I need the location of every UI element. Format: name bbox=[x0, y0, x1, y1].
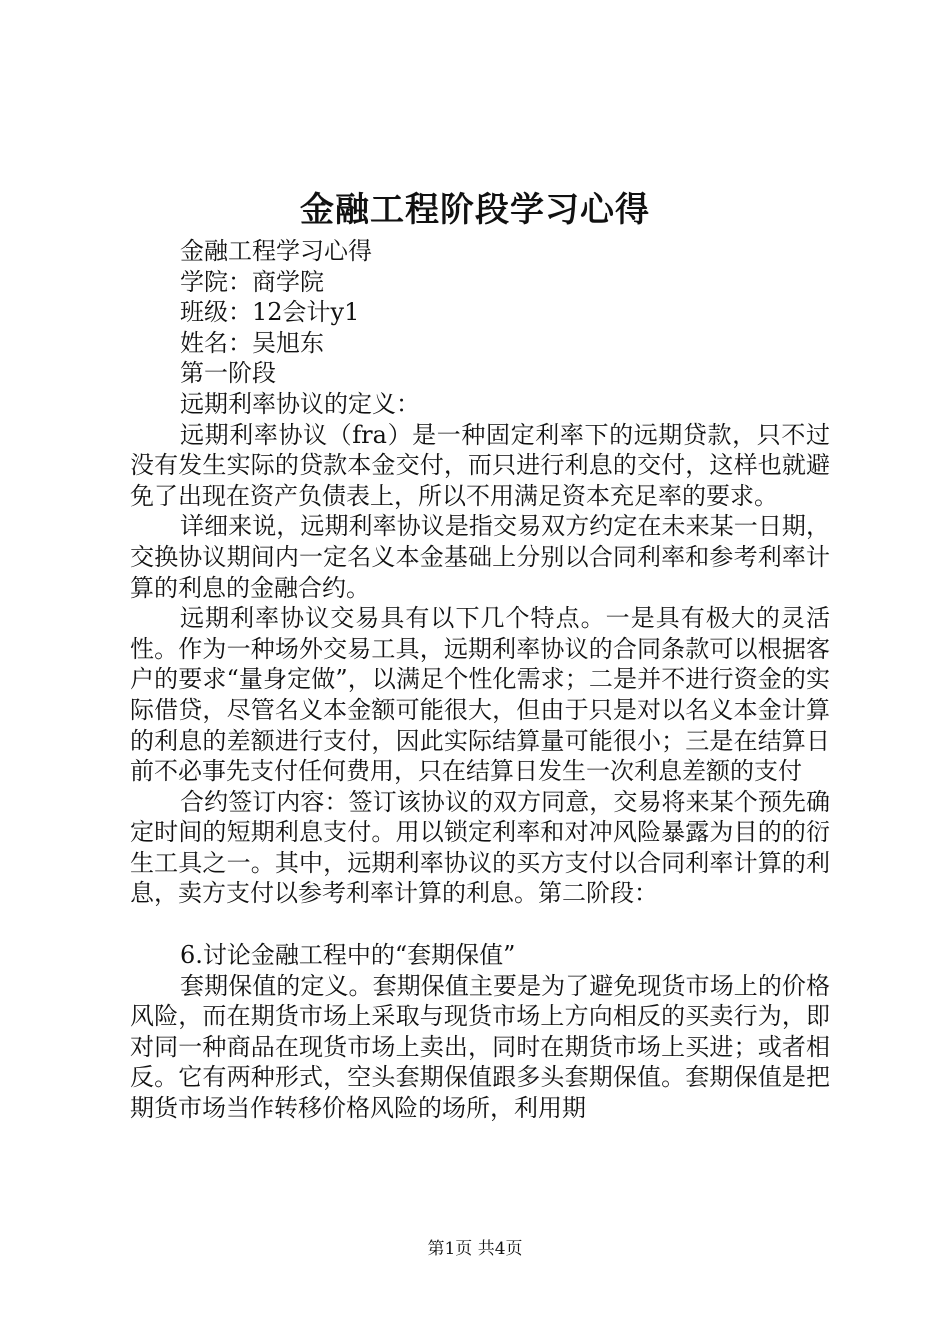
section2-heading: 6.讨论金融工程中的“套期保值” bbox=[180, 941, 516, 970]
document-body bbox=[130, 236, 830, 1124]
definition-heading: 远期利率协议的定义： bbox=[180, 389, 420, 418]
document-title: 金融工程阶段学习心得 bbox=[300, 190, 650, 230]
paragraph-fra-features: 远期利率协议交易具有以下几个特点。一是具有极大的灵活性。作为一种场外交易工具，远期利率协议的合同条款可以根据客户的要求“量身定做”，以满足个性化需求；二是并不进行资金的实际借贷，尽管名义本金额可能很大，但由于只是对以名义本金计算的利息的差额进行支付，因此实际结算量可能很小；三是在结算日前不必事先支付任何费用，只在结算日发生一次利息差额的支付 bbox=[130, 604, 830, 786]
stage-heading: 第一阶段 bbox=[180, 359, 276, 388]
college-line: 学院：商学院 bbox=[180, 267, 324, 296]
name-line: 姓名：吴旭东 bbox=[180, 328, 324, 357]
paragraph-fra-definition: 远期利率协议（fra）是一种固定利率下的远期贷款，只不过没有发生实际的贷款本金交付，而只进行利息的交付，这样也就避免了出现在资产负债表上，所以不用满足资本充足率的要求。 bbox=[130, 420, 830, 510]
paragraph-hedging-definition: 套期保值的定义。套期保值主要是为了避免现货市场上的价格风险，而在期货市场上采取与现货市场上方向相反的买卖行为，即对同一种商品在现货市场上卖出，同时在期货市场上买进；或者相反。它有两种形式，空头套期保值跟多头套期保值。套期保值是把期货市场当作转移价格风险的场所，利用期 bbox=[130, 971, 830, 1123]
paragraph-fra-detail: 详细来说，远期利率协议是指交易双方约定在未来某一日期，交换协议期间内一定名义本金基础上分别以合同利率和参考利率计算的利息的金融合约。 bbox=[130, 512, 830, 602]
subtitle-line: 金融工程学习心得 bbox=[180, 237, 372, 265]
blank-line bbox=[130, 909, 830, 940]
page-footer: 第1页 共4页 bbox=[427, 1239, 523, 1259]
paragraph-contract-content: 合约签订内容：签订该协议的双方同意，交易将来某个预先确定时间的短期利息支付。用以锁定利率和对冲风险暴露为目的的衍生工具之一。其中，远期利率协议的买方支付以合同利率计算的利息，卖方支付以参考利率计算的利息。第二阶段： bbox=[130, 787, 830, 908]
class-line: 班级：12会计y1 bbox=[180, 298, 360, 327]
